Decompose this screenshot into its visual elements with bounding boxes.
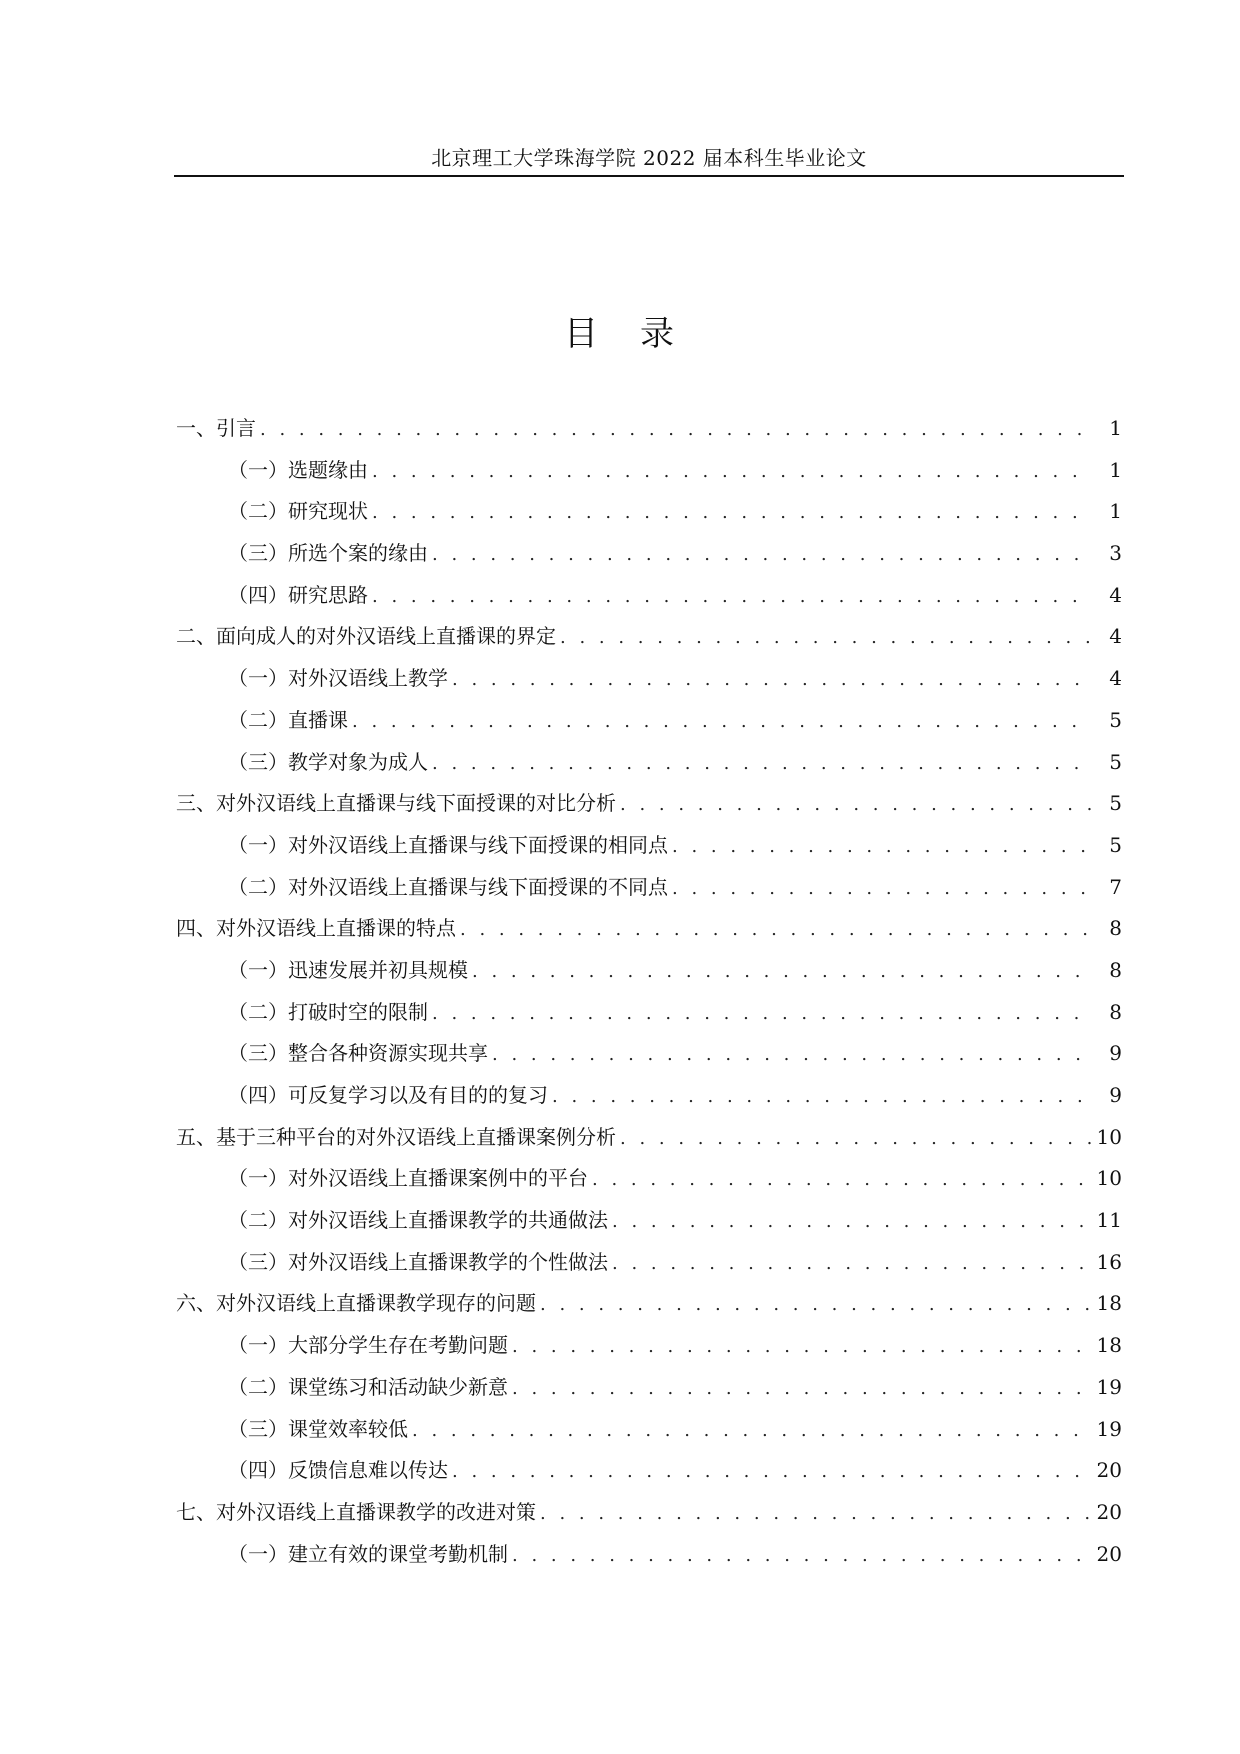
toc-entry-label: 六、对外汉语线上直播课教学现存的问题: [176, 1291, 536, 1316]
toc-entry-label: （四）可反复学习以及有目的的复习: [228, 1083, 548, 1107]
toc-entry-section[interactable]: [176, 825, 1122, 867]
toc-entry-section[interactable]: [176, 992, 1122, 1034]
toc-entry-section[interactable]: [176, 1325, 1122, 1367]
toc-entry-page-number: 8: [1109, 999, 1122, 1024]
toc-entry-section[interactable]: [176, 950, 1122, 992]
toc-entry-section[interactable]: [176, 1367, 1122, 1409]
toc-dot-leader: [592, 1159, 1092, 1201]
toc-entry-label: （一）选题缘由: [228, 457, 368, 482]
toc-entry-page-number: 5: [1109, 707, 1122, 732]
toc-dot-leader: [472, 951, 1092, 993]
toc-dot-leader: [372, 451, 1092, 493]
toc-entry-section[interactable]: [176, 1534, 1122, 1576]
toc-entry-section[interactable]: [176, 1200, 1122, 1242]
toc-entry-section[interactable]: [176, 700, 1122, 742]
toc-entry-page-number: 9: [1109, 1083, 1122, 1107]
toc-dot-leader: [512, 1326, 1092, 1368]
toc-entry-label: （四）研究思路: [228, 582, 368, 607]
toc-dot-leader: [512, 1368, 1092, 1410]
toc-dot-leader: [560, 617, 1092, 659]
toc-dot-leader: [432, 993, 1092, 1035]
toc-entry-section[interactable]: [176, 450, 1122, 492]
toc-entry-chapter[interactable]: [176, 408, 1122, 450]
toc-entry-label: （二）课堂练习和活动缺少新意: [228, 1374, 508, 1399]
toc-dot-leader: [372, 576, 1092, 618]
toc-entry-page-number: 4: [1109, 624, 1122, 649]
toc-entry-chapter[interactable]: [176, 1117, 1122, 1159]
toc-dot-leader: [612, 1201, 1092, 1243]
toc-entry-label: 一、引言: [176, 416, 256, 440]
toc-entry-page-number: 4: [1109, 666, 1122, 691]
toc-entry-chapter[interactable]: [176, 1283, 1122, 1325]
toc-entry-section[interactable]: [176, 1158, 1122, 1200]
toc-entry-section[interactable]: [176, 1242, 1122, 1284]
toc-dot-leader: [492, 1034, 1092, 1076]
toc-entry-page-number: 16: [1096, 1249, 1122, 1274]
toc-entry-label: （一）迅速发展并初具规模: [228, 957, 468, 982]
toc-entry-page-number: 1: [1109, 457, 1122, 482]
toc-entry-page-number: 19: [1096, 1374, 1122, 1399]
toc-entry-section[interactable]: [176, 575, 1122, 617]
toc-entry-page-number: 18: [1096, 1291, 1122, 1316]
toc-dot-leader: [432, 534, 1092, 576]
toc-title-char-2: 录: [640, 314, 676, 354]
toc-entry-label: 五、基于三种平台的对外汉语线上直播课案例分析: [176, 1124, 616, 1149]
toc-dot-leader: [452, 1451, 1092, 1493]
toc-entry-label: （三）整合各种资源实现共享: [228, 1041, 488, 1066]
toc-entry-page-number: 8: [1109, 916, 1122, 941]
toc-entry-section[interactable]: [176, 1409, 1122, 1451]
toc-entry-page-number: 4: [1109, 582, 1122, 607]
toc-entry-page-number: 1: [1109, 416, 1122, 440]
toc-dot-leader: [612, 1243, 1092, 1285]
toc-dot-leader: [452, 659, 1092, 701]
toc-entry-label: （一）对外汉语线上教学: [228, 666, 448, 691]
page-header: 北京理工大学珠海学院 2022 届本科生毕业论文: [431, 146, 867, 170]
toc-entry-label: （四）反馈信息难以传达: [228, 1458, 448, 1483]
toc-entry-label: （一）建立有效的课堂考勤机制: [228, 1541, 508, 1566]
toc-list: [176, 408, 1122, 1575]
toc-entry-chapter[interactable]: [176, 1492, 1122, 1534]
toc-entry-label: （二）对外汉语线上直播课教学的共通做法: [228, 1208, 608, 1233]
toc-entry-page-number: 9: [1109, 1041, 1122, 1066]
toc-entry-label: 三、对外汉语线上直播课与线下面授课的对比分析: [176, 791, 616, 816]
toc-entry-chapter[interactable]: [176, 783, 1122, 825]
toc-entry-page-number: 20: [1096, 1499, 1122, 1524]
toc-entry-label: 七、对外汉语线上直播课教学的改进对策: [176, 1499, 536, 1524]
header-rule: [174, 175, 1124, 177]
toc-dot-leader: [552, 1076, 1092, 1118]
toc-entry-label: 四、对外汉语线上直播课的特点: [176, 916, 456, 941]
toc-dot-leader: [372, 492, 1092, 534]
toc-entry-label: （二）直播课: [228, 707, 348, 732]
toc-entry-label: （三）教学对象为成人: [228, 749, 428, 774]
toc-title: [0, 314, 1240, 354]
toc-entry-label: （三）所选个案的缘由: [228, 541, 428, 566]
toc-entry-label: （二）研究现状: [228, 499, 368, 524]
toc-entry-label: （一）大部分学生存在考勤问题: [228, 1333, 508, 1358]
toc-entry-label: （一）对外汉语线上直播课案例中的平台: [228, 1166, 588, 1191]
toc-entry-section[interactable]: [176, 658, 1122, 700]
toc-entry-section[interactable]: [176, 742, 1122, 784]
toc-entry-page-number: 8: [1109, 957, 1122, 982]
toc-entry-page-number: 7: [1109, 874, 1122, 899]
toc-dot-leader: [540, 1284, 1092, 1326]
toc-dot-leader: [672, 868, 1092, 910]
toc-entry-section[interactable]: [176, 1075, 1122, 1117]
toc-dot-leader: [412, 1410, 1092, 1452]
toc-entry-page-number: 10: [1096, 1124, 1122, 1149]
toc-entry-label: （三）课堂效率较低: [228, 1416, 408, 1441]
toc-entry-label: （二）对外汉语线上直播课与线下面授课的不同点: [228, 874, 668, 899]
toc-entry-label: （一）对外汉语线上直播课与线下面授课的相同点: [228, 832, 668, 857]
toc-entry-section[interactable]: [176, 1450, 1122, 1492]
toc-dot-leader: [620, 1118, 1092, 1160]
toc-dot-leader: [620, 784, 1092, 826]
toc-entry-page-number: 3: [1109, 541, 1122, 566]
toc-dot-leader: [432, 743, 1092, 785]
toc-entry-section[interactable]: [176, 533, 1122, 575]
toc-entry-section[interactable]: [176, 491, 1122, 533]
toc-entry-page-number: 5: [1109, 749, 1122, 774]
toc-entry-page-number: 11: [1096, 1208, 1122, 1233]
toc-entry-chapter[interactable]: [176, 908, 1122, 950]
toc-dot-leader: [460, 909, 1092, 951]
toc-dot-leader: [260, 409, 1092, 451]
toc-entry-page-number: 10: [1096, 1166, 1122, 1191]
toc-dot-leader: [352, 701, 1092, 743]
toc-entry-section[interactable]: [176, 1033, 1122, 1075]
toc-dot-leader: [540, 1493, 1092, 1535]
toc-entry-label: （二）打破时空的限制: [228, 999, 428, 1024]
toc-entry-page-number: 20: [1096, 1458, 1122, 1483]
toc-entry-page-number: 18: [1096, 1333, 1122, 1358]
toc-entry-label: （三）对外汉语线上直播课教学的个性做法: [228, 1249, 608, 1274]
toc-entry-label: 二、面向成人的对外汉语线上直播课的界定: [176, 624, 556, 649]
toc-entry-page-number: 19: [1096, 1416, 1122, 1441]
toc-entry-chapter[interactable]: [176, 616, 1122, 658]
toc-entry-page-number: 1: [1109, 499, 1122, 524]
toc-entry-page-number: 5: [1109, 832, 1122, 857]
toc-entry-page-number: 5: [1109, 791, 1122, 816]
toc-entry-section[interactable]: [176, 867, 1122, 909]
toc-entry-page-number: 20: [1096, 1541, 1122, 1566]
toc-dot-leader: [672, 826, 1092, 868]
toc-dot-leader: [512, 1535, 1092, 1577]
toc-title-char-1: 目: [564, 314, 600, 354]
